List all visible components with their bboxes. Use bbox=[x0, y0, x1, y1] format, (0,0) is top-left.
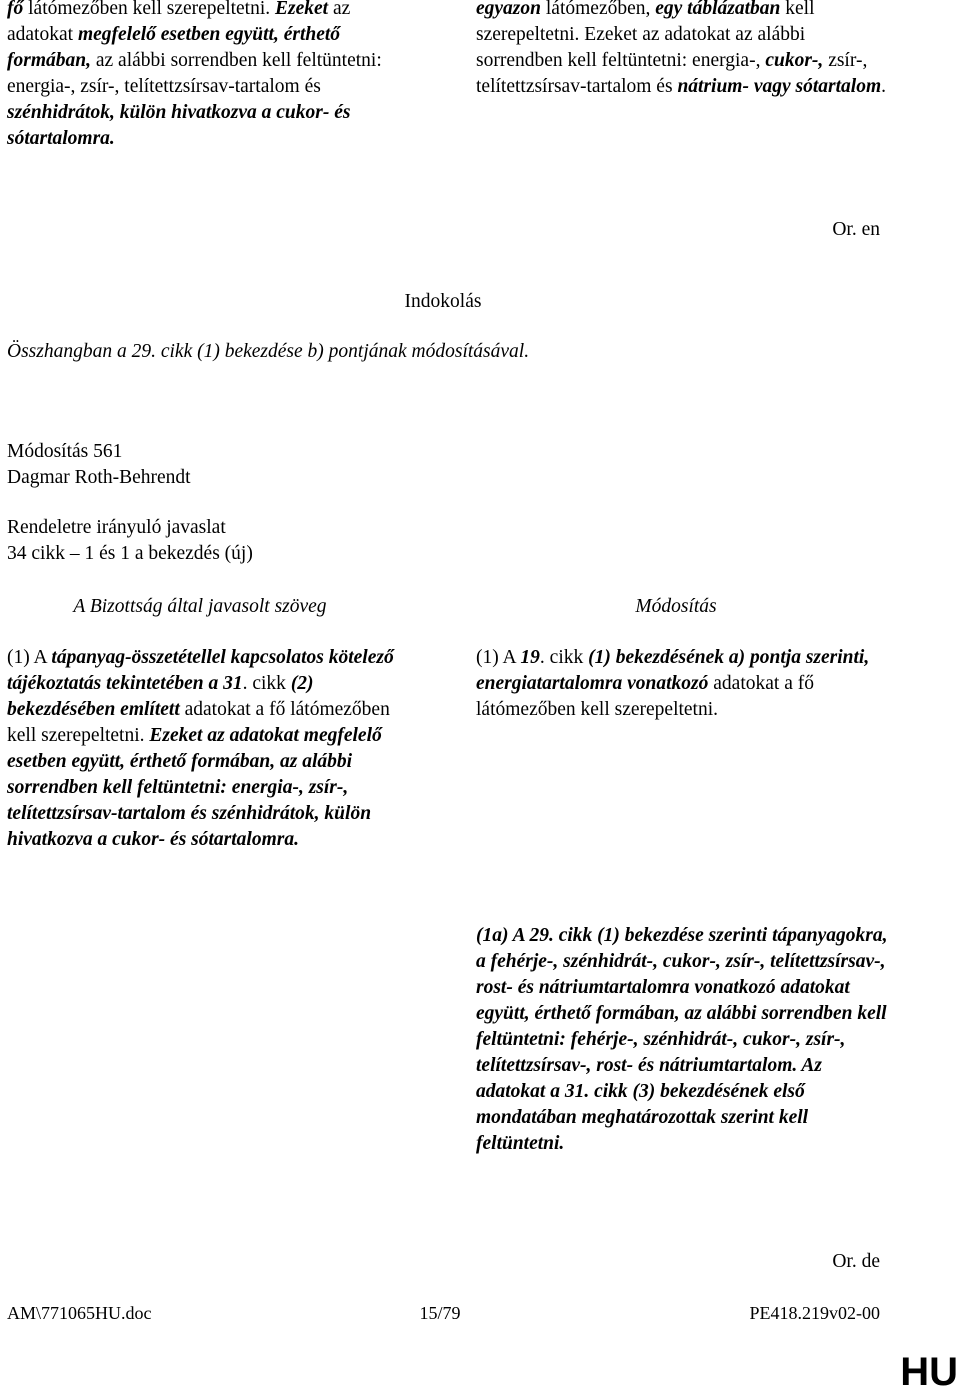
amendment-author: Dagmar Roth-Behrendt bbox=[7, 467, 191, 488]
text-run: (1) A bbox=[476, 647, 521, 668]
text-run: egyazon bbox=[476, 0, 541, 19]
text-run: adatokat a fő látómezőben kell szerepeltetni. bbox=[476, 673, 814, 720]
text-run: nátrium- vagy sótartalom bbox=[677, 76, 882, 97]
justification-heading: Indokolás bbox=[404, 291, 482, 312]
text-run: (1) bekezdésének a) pontja szerinti, energiatartalomra vonatkozó bbox=[476, 647, 870, 694]
text-run: az alábbi sorrendben kell feltüntetni: energia-, zsír-, telítettzsírsav-tartalom és bbox=[7, 50, 382, 97]
article-reference: 34 cikk – 1 és 1 a bekezdés (új) bbox=[7, 543, 253, 564]
previous-left-column-text bbox=[7, 0, 397, 152]
text-run: . bbox=[881, 76, 886, 97]
amendment-text-para-1 bbox=[476, 645, 896, 723]
text-run: tápanyag-összetétellel kapcsolatos kötelező tájékoztatás tekintetében a 31 bbox=[7, 647, 394, 694]
original-language-en: Or. en bbox=[832, 219, 880, 240]
text-run: látómezőben kell szerepeltetni. bbox=[23, 0, 276, 19]
text-run: kell szerepeltetni. Ezeket az adatokat az alábbi sorrendben kell feltüntetni: energia-, bbox=[476, 0, 815, 71]
text-run: adatokat a fő látómezőben kell szerepeltetni. bbox=[7, 699, 390, 746]
language-badge: HU bbox=[900, 1350, 958, 1394]
text-run: . cikk bbox=[242, 673, 291, 694]
proposal-title: Rendeletre irányuló javaslat bbox=[7, 517, 226, 538]
justification-text: Összhangban a 29. cikk (1) bekezdése b) pontjának módosításával. bbox=[7, 341, 530, 362]
text-run: 19 bbox=[520, 647, 540, 668]
text-run: (2) bekezdésében említett bbox=[7, 673, 314, 720]
amendment-text-header: Módosítás bbox=[635, 596, 717, 617]
text-run: megfelelő esetben együtt, érthető formában, bbox=[7, 24, 341, 71]
commission-text-header: A Bizottság által javasolt szöveg bbox=[73, 596, 327, 617]
text-run: Ezeket bbox=[275, 0, 329, 19]
text-run: az adatokat bbox=[7, 0, 351, 45]
text-run: szénhidrátok, külön hivatkozva a cukor- és sótartalomra. bbox=[7, 102, 351, 149]
text-run: (1a) A 29. cikk (1) bekezdése szerinti tápanyagokra, a fehérje-, szénhidrát-, cukor-, zsír-, telítettzsírsav-, rost- és nátriumtartalomra vonatkozó adatokat együtt, érthető formában, az alábbi sorrendben kell feltüntetni: fehérje-, szénhidrát-, cukor-, zsír-, telítettzsírsav-, rost- és nátriumtartalom. Az adatokat a 31. cikk (3) bekezdésének első mondatában meghatározottak szerint kell feltüntetni. bbox=[476, 925, 888, 1154]
original-language-de: Or. de bbox=[832, 1251, 880, 1272]
text-run: zsír-, telítettzsírsav-tartalom és bbox=[476, 50, 868, 97]
amendment-text-para-1a bbox=[476, 923, 896, 1157]
text-run: Ezeket az adatokat megfelelő esetben együtt, érthető formában, az alábbi sorrendben kell feltüntetni: energia-, zsír-, telítettzsírsav-tartalom és szénhidrátok, külön hivatkozva a cukor- és sótartalomra. bbox=[7, 725, 382, 850]
commission-text-body bbox=[7, 645, 397, 853]
text-run: fő bbox=[7, 0, 24, 19]
footer-page-number: 15/79 bbox=[419, 1303, 461, 1323]
text-run: egy táblázatban bbox=[655, 0, 781, 19]
footer-pe-ref: PE418.219v02-00 bbox=[749, 1303, 880, 1323]
text-run: (1) A bbox=[7, 647, 52, 668]
text-run: látómezőben, bbox=[541, 0, 656, 19]
text-run: . cikk bbox=[539, 647, 589, 668]
footer-doc-id: AM\771065HU.doc bbox=[7, 1303, 152, 1323]
text-run: cukor-, bbox=[765, 50, 824, 71]
amendment-number: Módosítás 561 bbox=[7, 441, 123, 462]
previous-right-column-text bbox=[476, 0, 896, 100]
